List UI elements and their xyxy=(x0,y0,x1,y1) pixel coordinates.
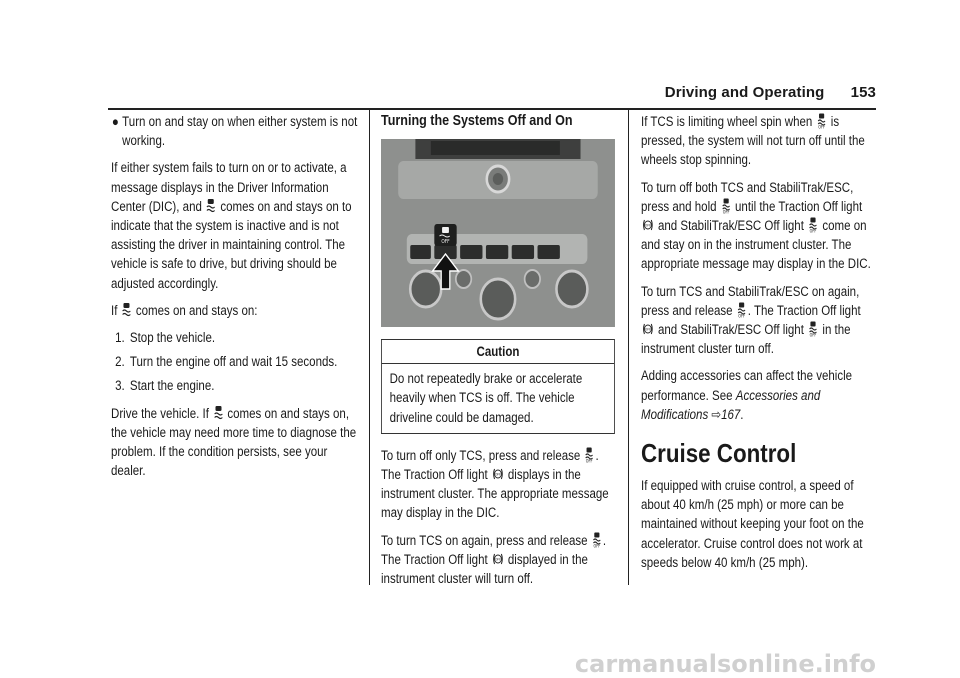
bullet-dot-icon: ● xyxy=(111,114,119,129)
column-divider-right xyxy=(628,110,629,585)
stabilitrak-icon xyxy=(121,302,131,318)
list-item: 2. Turn the engine off and wait 15 seconds. xyxy=(115,354,338,370)
paragraph-turn-off-both: To turn off both TCS and StabiliTrak/ESC, press and hold until the Traction Off light and StabiliTrak/ESC Off light come on and stay on in the instrument cluster. The appropriate message may display in the DIC. xyxy=(641,179,871,272)
caution-box xyxy=(381,339,615,434)
traction-control-button-icon xyxy=(737,302,747,318)
caution-title: Caution xyxy=(382,340,614,364)
column-3 xyxy=(641,112,878,580)
stabilitrak-off-light-icon xyxy=(808,321,818,337)
page-reference-arrow-icon: ⇨ xyxy=(711,406,722,422)
paragraph-cruise-control: If equipped with cruise control, a speed of about 40 km/h (25 mph) or more can be maintained without keeping your foot on the accelerator. Cruise control does not work at speeds below 40 km/h (25 mph). xyxy=(641,478,864,570)
column-1 xyxy=(111,112,359,488)
paragraph-if-comes-on: If comes on and stays on: xyxy=(111,302,258,318)
stabilitrak-off-light-icon xyxy=(808,217,818,233)
center-console-illustration xyxy=(381,139,615,327)
bullet-item: ● Turn on and stay on when either system is not working. xyxy=(111,114,358,149)
cruise-control-heading: Cruise Control xyxy=(641,438,797,469)
column-divider-left xyxy=(369,110,370,585)
paragraph-turn-off-tcs: To turn off only TCS, press and release . The Traction Off light displays in the instrument cluster. The appropriate message may display in the DIC. xyxy=(381,447,609,521)
column-2 xyxy=(381,112,618,596)
traction-control-button-icon xyxy=(721,198,731,214)
page-number: 153 xyxy=(850,84,876,101)
page-reference-number[interactable]: 167 xyxy=(721,406,741,422)
list-item: 3. Start the engine. xyxy=(115,378,215,394)
traction-control-button-icon xyxy=(816,113,826,129)
traction-off-light-icon xyxy=(492,466,504,482)
paragraph-drive-vehicle: Drive the vehicle. If comes on and stays on, the vehicle may need more time to diagnose the problem. If the condition persists, see your dealer. xyxy=(111,405,357,479)
console-photo xyxy=(381,139,615,327)
paragraph-limiting-wheel-spin: If TCS is limiting wheel spin when is pressed, the system will not turn off until the wheels stop spinning. xyxy=(641,114,865,168)
paragraph-system-fail: If either system fails to turn on or to activate, a message displays in the Driver Information Center (DIC), and comes on and stays on to indicate that the system is inactive and is not assisting the driver in maintaining control. The vehicle is safe to drive, but driving should be adjusted accordingly. xyxy=(111,160,352,291)
numbered-steps xyxy=(111,328,359,396)
running-header xyxy=(665,84,876,101)
paragraph-accessories: Adding accessories can affect the vehicle performance. See Accessories and Modifications ⇨167. xyxy=(641,368,853,422)
section-heading: Turning the Systems Off and On xyxy=(381,113,573,129)
caution-text: Do not repeatedly brake or accelerate heavily when TCS is off. The vehicle driveline could be damaged. xyxy=(389,371,583,425)
traction-control-button-icon xyxy=(592,532,602,548)
header-rule xyxy=(108,108,876,110)
traction-control-button-icon xyxy=(584,447,594,463)
watermark: carmanualsonline.info xyxy=(574,650,876,678)
section-title: Driving and Operating xyxy=(664,84,825,101)
traction-off-light-icon xyxy=(492,551,504,567)
accessories-link[interactable]: Accessories and Modifications xyxy=(641,387,821,422)
photo-off-label: OFF xyxy=(441,239,450,246)
stabilitrak-icon xyxy=(213,405,223,421)
paragraph-turn-on-tcs: To turn TCS on again, press and release . The Traction Off light displayed in the instrument cluster will turn off. xyxy=(381,532,607,587)
paragraph-turn-on-both: To turn TCS and StabiliTrak/ESC on again, press and release . The Traction Off light and StabiliTrak/ESC Off light in the instrument cluster turn off. xyxy=(641,283,861,357)
traction-off-light-icon xyxy=(642,217,654,233)
traction-off-light-icon xyxy=(642,321,654,337)
list-item: 1. Stop the vehicle. xyxy=(115,330,216,346)
stabilitrak-icon xyxy=(206,198,216,214)
